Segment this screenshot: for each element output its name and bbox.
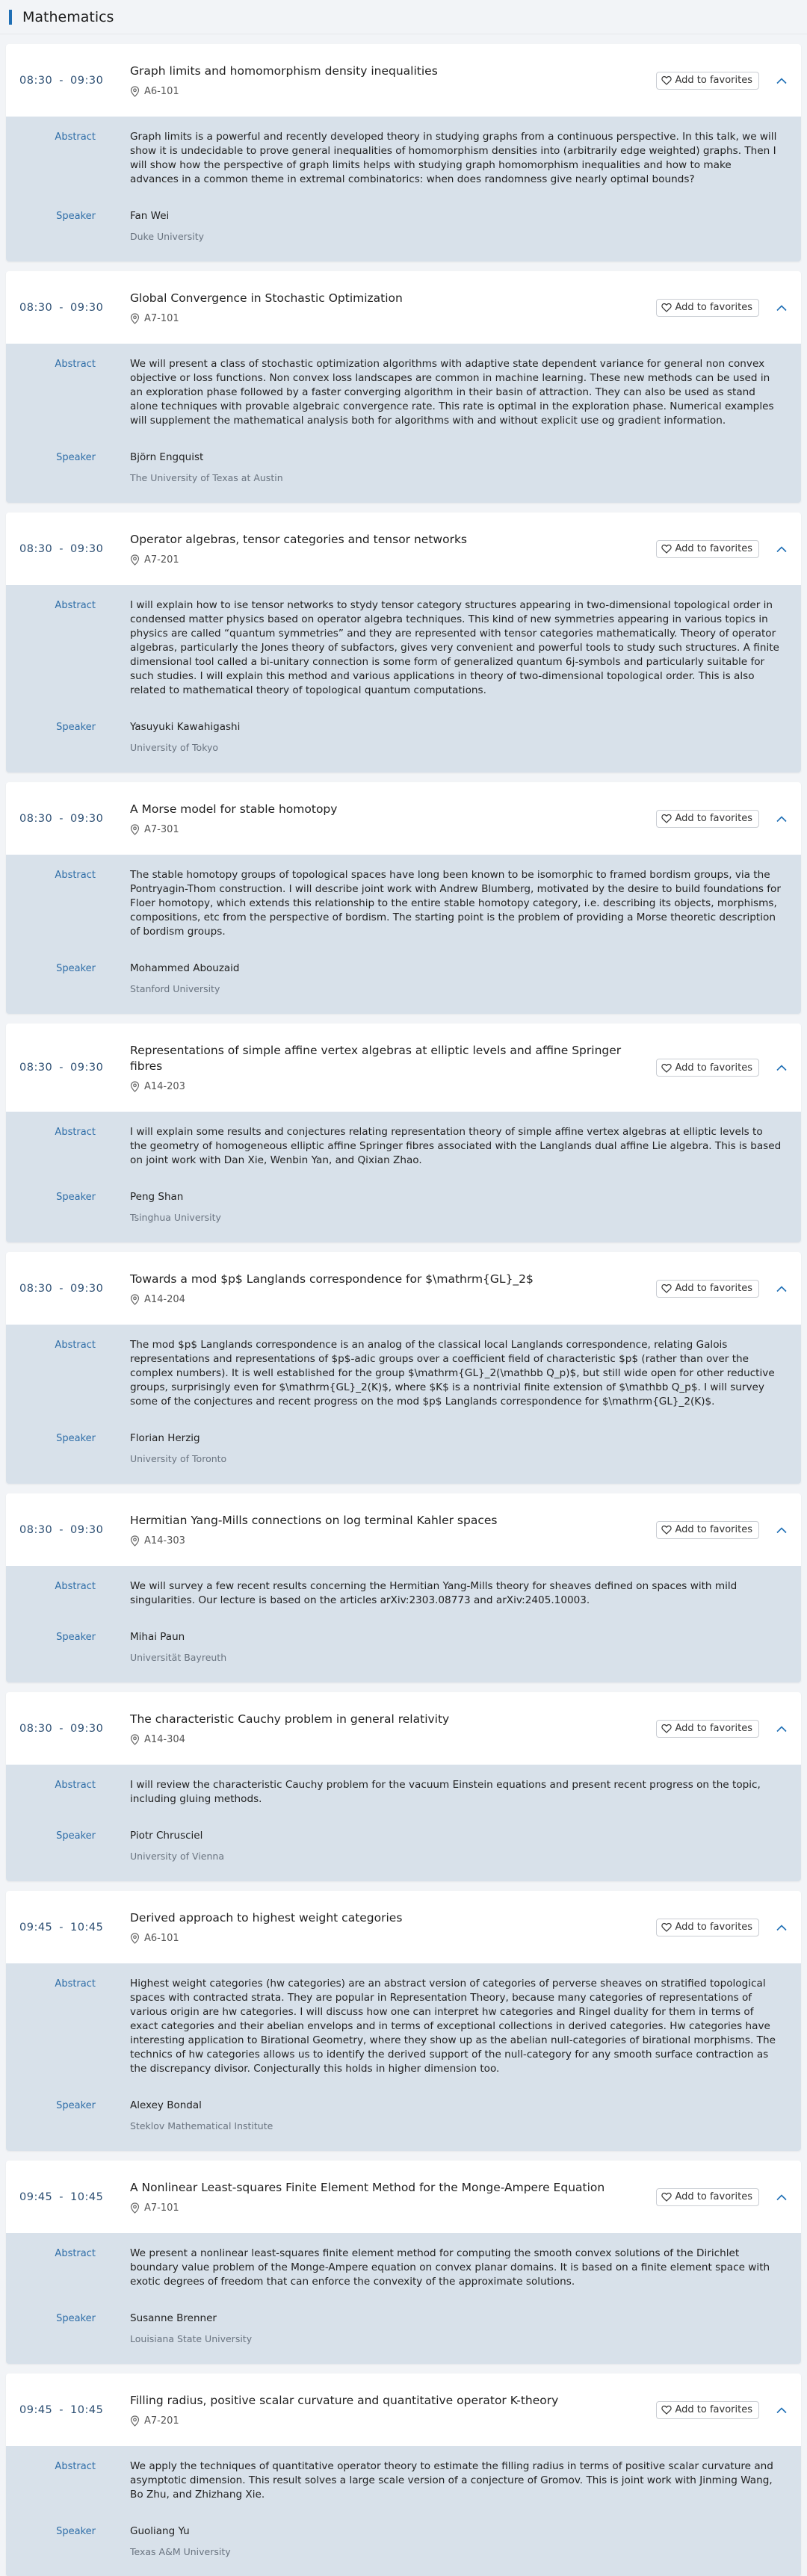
abstract-label: Abstract [55, 1780, 96, 1791]
speaker-affiliation: The University of Texas at Austin [130, 472, 283, 483]
talk-details [6, 585, 801, 773]
add-to-favorites-button[interactable] [656, 810, 760, 828]
chevron-up-icon[interactable] [776, 1285, 788, 1292]
abstract-row [6, 1125, 801, 1168]
talk-card [6, 782, 801, 1014]
end-time: 10:45 [70, 2190, 104, 2203]
favorite-label: Add to favorites [675, 813, 752, 824]
abstract-text: I will explain some results and conjectures relating representation theory of simple affine vertex algebras at elliptic levels to the geometry of homogeneous elliptic affine Springer fibres associated with the Langlands dual affine Lie algebra. This is based on joint work with Dan Xie, Wenbin Yan, and Qixian Zhao. [130, 1126, 782, 1166]
chevron-up-icon[interactable] [776, 815, 788, 823]
talk-actions [656, 2401, 788, 2419]
location-pin-icon [130, 86, 140, 97]
heart-icon [661, 544, 672, 554]
talk-actions [656, 299, 788, 317]
speaker-affiliation: Texas A&M University [130, 2546, 231, 2557]
speaker-affiliation: Duke University [130, 231, 205, 242]
talk-card [6, 1024, 801, 1242]
talk-title: The characteristic Cauchy problem in general relativity [130, 1712, 450, 1726]
chevron-up-icon[interactable] [776, 1924, 788, 1931]
chevron-up-icon[interactable] [776, 1725, 788, 1733]
speaker-label: Speaker [56, 963, 96, 974]
talk-title: Derived approach to highest weight categories [130, 1911, 403, 1925]
abstract-label: Abstract [55, 1127, 96, 1138]
talk-actions [656, 540, 788, 558]
speaker-label: Speaker [56, 1433, 96, 1444]
start-time: 09:45 [19, 2190, 53, 2203]
talk-time [6, 1723, 130, 1735]
speaker-row [6, 2099, 801, 2133]
speaker-info [130, 1630, 801, 1665]
speaker-affiliation: Louisiana State University [130, 2333, 253, 2344]
location-pin-icon [130, 1294, 140, 1305]
speaker-info [130, 2099, 801, 2133]
speaker-label: Speaker [56, 2100, 96, 2111]
talk-title: Filling radius, positive scalar curvature and quantitative operator K-theory [130, 2394, 559, 2407]
add-to-favorites-button[interactable] [656, 1521, 760, 1539]
abstract-row [6, 598, 801, 698]
favorite-label: Add to favorites [675, 1922, 752, 1933]
talk-location [130, 1535, 652, 1546]
add-to-favorites-button[interactable] [656, 1720, 760, 1738]
abstract-label: Abstract [55, 1340, 96, 1351]
abstract-label: Abstract [55, 2248, 96, 2259]
heart-icon [661, 1063, 672, 1073]
abstract-text: Highest weight categories (hw categories) are an abstract version of categories of perverse sheaves on stratified topological spaces with contracted strata. They are popular in Representation Theory, because many categories of representations of various origin are hw categories. I will discuss how one can interpret hw categories and Ringel duality for them in terms of exact categories and their abelian envelops and in terms of exceptional collections in derived categories. Hw categories have interesting application to Birational Geometry, where they show up as the abelian null-categories of birational morphisms. The technics of hw categories allows us to identify the derived support of the null-category for any smooth surface contraction as the discrepancy divisor. Conjecturally this holds in higher dimension too. [130, 1978, 776, 2075]
abstract-label: Abstract [55, 131, 96, 143]
talk-location [130, 1734, 652, 1745]
abstract-row [6, 130, 801, 187]
add-to-favorites-button[interactable] [656, 2188, 760, 2206]
talk-card [6, 1891, 801, 2151]
talk-details [6, 1112, 801, 1242]
favorite-label: Add to favorites [675, 1062, 752, 1074]
favorite-label: Add to favorites [675, 1283, 752, 1294]
speaker-label: Speaker [56, 2313, 96, 2324]
location-pin-icon [130, 554, 140, 566]
favorite-label: Add to favorites [675, 543, 752, 554]
chevron-up-icon[interactable] [776, 2406, 788, 2414]
end-time: 09:30 [70, 1282, 104, 1295]
talk-actions [656, 1720, 788, 1738]
speaker-name: Susanne Brenner [130, 2312, 217, 2324]
talk-details [6, 1325, 801, 1484]
talk-header[interactable] [6, 2161, 801, 2233]
talk-details [6, 1963, 801, 2151]
speaker-row [6, 1630, 801, 1665]
abstract-text: We apply the techniques of quantitative operator theory to estimate the filling radius in terms of positive scalar curvature and asymptotic dimension. This result solves a large scale version of a conjecture of Gromov. This is joint work with Jinming Wang, Bo Zhu, and Zhizhang Xie. [130, 2460, 773, 2501]
time-separator: - [59, 812, 64, 825]
heart-icon [661, 75, 672, 85]
speaker-info [130, 720, 801, 755]
talk-time [6, 1062, 130, 1074]
section-header [0, 0, 807, 34]
end-time: 09:30 [70, 301, 104, 314]
heart-icon [661, 1724, 672, 1733]
location-pin-icon [130, 1535, 140, 1546]
heart-icon [661, 2192, 672, 2202]
speaker-info [130, 209, 801, 244]
speaker-row [6, 720, 801, 755]
abstract-label: Abstract [55, 359, 96, 370]
talk-details [6, 2446, 801, 2576]
talk-header[interactable] [6, 1891, 801, 1963]
room-label: A14-303 [144, 1535, 185, 1546]
chevron-up-icon[interactable] [776, 1064, 788, 1071]
speaker-row [6, 962, 801, 996]
talk-title: Global Convergence in Stochastic Optimization [130, 291, 403, 305]
speaker-row [6, 1829, 801, 1863]
end-time: 10:45 [70, 1921, 104, 1933]
time-separator: - [59, 1722, 64, 1735]
favorite-label: Add to favorites [675, 75, 752, 86]
speaker-name: Alexey Bondal [130, 2099, 202, 2111]
heart-icon [661, 814, 672, 823]
speaker-label: Speaker [56, 211, 96, 222]
speaker-row [6, 2312, 801, 2346]
abstract-row [6, 2459, 801, 2502]
start-time: 08:30 [19, 812, 53, 825]
heart-icon [661, 303, 672, 312]
talk-actions [656, 1521, 788, 1539]
speaker-info [130, 451, 801, 485]
speaker-label: Speaker [56, 722, 96, 733]
chevron-up-icon[interactable] [776, 1526, 788, 1534]
talk-header[interactable] [6, 1692, 801, 1765]
talk-title: A Morse model for stable homotopy [130, 802, 338, 816]
end-time: 09:30 [70, 1062, 104, 1074]
abstract-label: Abstract [55, 600, 96, 611]
speaker-affiliation: Stanford University [130, 983, 220, 994]
talk-header[interactable] [6, 271, 801, 344]
talk-card [6, 271, 801, 503]
speaker-label: Speaker [56, 1830, 96, 1842]
chevron-up-icon[interactable] [776, 545, 788, 553]
start-time: 08:30 [19, 301, 53, 314]
speaker-label: Speaker [56, 1192, 96, 1203]
room-label: A7-201 [144, 554, 179, 566]
abstract-text: The mod $p$ Langlands correspondence is an analog of the classical local Langlands correspondence, relating Galois representations and representations of $p$-adic groups over a coefficient field of characteristic $p$ (rather than over the complex numbers). It is well established for the group $\mathrm{GL}_2(\mathbb Q_p)$, but still wide open for other reductive groups, surprisingly even for $\mathrm{GL}_2(K)$, where $K$ is a nontrivial finite extension of $\mathbb Q_p$. I will survey some of the conjectures and recent progress on the mod $p$ Langlands correspondence for $\mathrm{GL}_2(K)$. [130, 1339, 775, 1408]
talk-header[interactable] [6, 44, 801, 117]
talk-card [6, 2374, 801, 2576]
room-label: A14-204 [144, 1294, 185, 1305]
add-to-favorites-button[interactable] [656, 2401, 760, 2419]
speaker-row [6, 451, 801, 485]
time-separator: - [59, 542, 64, 555]
abstract-text: We will present a class of stochastic optimization algorithms with adaptive state dependent variance for general non convex objective or loss functions. Non convex loss landscapes are common in machine learning. These new methods can be used in an exploration phase followed by a faster converging algorithm in their basin of attraction. They can also be used as stand alone techniques with provable algebraic convergence rate. This rate is optimal in the exploration phase. Numerical examples will supplement the mathematical analysis both for algorithms with and without explicit use og gradient information. [130, 358, 774, 427]
talk-location [130, 1081, 652, 1092]
location-pin-icon [130, 2202, 140, 2214]
location-pin-icon [130, 1933, 140, 1944]
abstract-label: Abstract [55, 870, 96, 881]
speaker-row [6, 1190, 801, 1224]
start-time: 08:30 [19, 1722, 53, 1735]
abstract-row [6, 357, 801, 428]
speaker-row [6, 209, 801, 244]
start-time: 08:30 [19, 1282, 53, 1295]
speaker-row [6, 1431, 801, 1466]
add-to-favorites-button[interactable] [656, 1059, 760, 1077]
talk-location [130, 313, 652, 324]
room-label: A6-101 [144, 1933, 179, 1944]
heart-icon [661, 1284, 672, 1293]
speaker-info [130, 1190, 801, 1224]
abstract-text: Graph limits is a powerful and recently developed theory in studying graphs from a continuous perspective. In this talk, we will show it is undecidable to prove general inequalities of homomorphism densities into (arbitrarily edge weighted) graphs. Then I will show how the perspective of graph limits helps with studying graph homomorphism inequalities and how to make advances in a common theme in extremal combinatorics: when does randomness give nearly optimal bounds? [130, 131, 777, 185]
talk-header[interactable] [6, 1024, 801, 1112]
talk-time [6, 2191, 130, 2203]
talk-header[interactable] [6, 513, 801, 585]
chevron-up-icon[interactable] [776, 2193, 788, 2201]
abstract-text: I will explain how to ise tensor networks to stydy tensor category structures appearing in two-dimensional topological order in condensed matter physics based on operator algebra techniques. This kind of new symmetries appearing in various topics in physics are called “quantum symmetries” and they are represented with tensor categories mathematically. Theory of operator algebras, particularly the Jones theory of subfactors, gives very convenient and powerful tools to study such structures. A finite dimensional tool called a bi-unitary connection is some form of generalized quantum 6j-symbols and particularly suitable for such studies. I will explain this method and various applications in theory of two-dimensional topological order. This is also related to mathematical theory of topological quantum computations. [130, 599, 779, 696]
chevron-up-icon[interactable] [776, 77, 788, 84]
time-separator: - [59, 301, 64, 314]
abstract-label: Abstract [55, 1581, 96, 1592]
abstract-label: Abstract [55, 1978, 96, 1990]
speaker-label: Speaker [56, 2526, 96, 2537]
add-to-favorites-button[interactable] [656, 299, 760, 317]
talk-actions [656, 1919, 788, 1936]
end-time: 09:30 [70, 812, 104, 825]
talk-time [6, 1524, 130, 1536]
talk-title: Representations of simple affine vertex algebras at elliptic levels and affine Springer fibres [130, 1044, 622, 1073]
talk-time [6, 543, 130, 555]
talk-location [130, 1294, 652, 1305]
room-label: A7-201 [144, 2415, 179, 2427]
abstract-row [6, 1778, 801, 1806]
abstract-label: Abstract [55, 2461, 96, 2472]
talk-time [6, 1283, 130, 1295]
location-pin-icon [130, 2415, 140, 2427]
speaker-affiliation: Tsinghua University [130, 1212, 221, 1223]
talk-title: A Nonlinear Least-squares Finite Element Method for the Monge-Ampere Equation [130, 2181, 605, 2194]
speaker-name: Yasuyuki Kawahigashi [130, 721, 241, 733]
talk-card [6, 1252, 801, 1484]
start-time: 08:30 [19, 1062, 53, 1074]
start-time: 09:45 [19, 2403, 53, 2416]
start-time: 08:30 [19, 542, 53, 555]
start-time: 08:30 [19, 74, 53, 87]
speaker-name: Peng Shan [130, 1191, 184, 1203]
section-title: Mathematics [22, 8, 114, 25]
talk-header[interactable] [6, 782, 801, 855]
talk-time [6, 813, 130, 825]
talk-actions [656, 1059, 788, 1077]
talk-card [6, 1692, 801, 1881]
time-separator: - [59, 1062, 64, 1074]
talk-card [6, 513, 801, 773]
time-separator: - [59, 1523, 64, 1536]
speaker-affiliation: University of Toronto [130, 1453, 227, 1464]
talk-title: Operator algebras, tensor categories and tensor networks [130, 533, 467, 546]
abstract-row [6, 1579, 801, 1608]
add-to-favorites-button[interactable] [656, 1919, 760, 1936]
speaker-label: Speaker [56, 1632, 96, 1643]
section-accent-bar [9, 10, 12, 25]
abstract-row [6, 1338, 801, 1409]
talk-location [130, 1933, 652, 1944]
talk-location [130, 554, 652, 566]
talk-list [0, 44, 807, 2576]
room-label: A7-101 [144, 313, 179, 324]
talk-card [6, 44, 801, 261]
talk-card [6, 2161, 801, 2364]
location-pin-icon [130, 1081, 140, 1092]
start-time: 09:45 [19, 1921, 53, 1933]
add-to-favorites-button[interactable] [656, 72, 760, 90]
talk-card [6, 1493, 801, 1682]
add-to-favorites-button[interactable] [656, 540, 760, 558]
talk-details [6, 117, 801, 261]
speaker-info [130, 1431, 801, 1466]
talk-actions [656, 2188, 788, 2206]
time-separator: - [59, 1921, 64, 1933]
talk-actions [656, 810, 788, 828]
speaker-name: Mohammed Abouzaid [130, 962, 240, 974]
location-pin-icon [130, 1734, 140, 1745]
talk-location [130, 824, 652, 835]
room-label: A6-101 [144, 86, 179, 97]
room-label: A14-304 [144, 1734, 185, 1745]
end-time: 09:30 [70, 74, 104, 87]
speaker-name: Björn Engquist [130, 451, 204, 463]
room-label: A7-101 [144, 2202, 179, 2214]
favorite-label: Add to favorites [675, 1524, 752, 1535]
location-pin-icon [130, 824, 140, 835]
abstract-row [6, 868, 801, 939]
abstract-text: The stable homotopy groups of topological spaces have long been known to be isomorphic to framed bordism groups, via the Pontryagin-Thom construction. I will describe joint work with Andrew Blumberg, motivated by the desire to build foundations for Floer homotopy, which extends this relationship to the entire stable homotopy category, i.e. describing its objects, morphisms, compositions, etc from the perspective of bordism. The starting point is the problem of providing a Morse theoretic description of bordism groups. [130, 869, 781, 938]
end-time: 09:30 [70, 1523, 104, 1536]
speaker-name: Mihai Paun [130, 1631, 185, 1643]
talk-title: Hermitian Yang-Mills connections on log terminal Kahler spaces [130, 1514, 498, 1527]
talk-location [130, 86, 652, 97]
speaker-info [130, 1829, 801, 1863]
talk-header[interactable] [6, 2374, 801, 2446]
favorite-label: Add to favorites [675, 2191, 752, 2202]
favorite-label: Add to favorites [675, 2404, 752, 2415]
end-time: 09:30 [70, 542, 104, 555]
room-label: A7-301 [144, 824, 179, 835]
talk-time [6, 75, 130, 87]
talk-header[interactable] [6, 1493, 801, 1566]
speaker-name: Piotr Chrusciel [130, 1830, 203, 1842]
speaker-row [6, 2524, 801, 2559]
heart-icon [661, 1922, 672, 1932]
talk-actions [656, 72, 788, 90]
speaker-name: Guoliang Yu [130, 2525, 190, 2537]
talk-time [6, 302, 130, 314]
talk-location [130, 2415, 652, 2427]
room-label: A14-203 [144, 1081, 185, 1092]
time-separator: - [59, 2190, 64, 2203]
talk-time [6, 1922, 130, 1933]
talk-details [6, 855, 801, 1014]
talk-location [130, 2202, 652, 2214]
abstract-text: We will survey a few recent results concerning the Hermitian Yang-Mills theory for sheaves defined on spaces with mild singularities. Our lecture is based on the articles arXiv:2303.08773 and arXiv:2405.10003. [130, 1580, 738, 1606]
speaker-name: Fan Wei [130, 210, 170, 222]
time-separator: - [59, 2403, 64, 2416]
speaker-name: Florian Herzig [130, 1432, 200, 1444]
speaker-label: Speaker [56, 452, 96, 463]
add-to-favorites-button[interactable] [656, 1280, 760, 1298]
heart-icon [661, 1525, 672, 1535]
favorite-label: Add to favorites [675, 1723, 752, 1734]
time-separator: - [59, 1282, 64, 1295]
speaker-affiliation: University of Tokyo [130, 742, 219, 753]
talk-details [6, 344, 801, 503]
location-pin-icon [130, 313, 140, 324]
speaker-affiliation: University of Vienna [130, 1851, 224, 1862]
talk-title: Towards a mod $p$ Langlands correspondence for $\mathrm{GL}_2$ [130, 1272, 534, 1286]
favorite-label: Add to favorites [675, 302, 752, 313]
talk-header[interactable] [6, 1252, 801, 1325]
abstract-text: I will review the characteristic Cauchy problem for the vacuum Einstein equations and present recent progress on the topic, including gluing methods. [130, 1779, 761, 1805]
end-time: 09:30 [70, 1722, 104, 1735]
talk-details [6, 1765, 801, 1881]
speaker-info [130, 2524, 801, 2559]
talk-details [6, 1566, 801, 1682]
start-time: 08:30 [19, 1523, 53, 1536]
abstract-text: We present a nonlinear least-squares finite element method for computing the smooth convex solutions of the Dirichlet boundary value problem of the Monge-Ampere equation on convex planar domains. It is based on a finite element space with exotic degrees of freedom that can enforce the convexity of the approximate solutions. [130, 2247, 770, 2288]
chevron-up-icon[interactable] [776, 304, 788, 312]
abstract-row [6, 2247, 801, 2289]
time-separator: - [59, 74, 64, 87]
speaker-affiliation: Universität Bayreuth [130, 1652, 227, 1663]
abstract-row [6, 1977, 801, 2076]
talk-details [6, 2233, 801, 2364]
talk-actions [656, 1280, 788, 1298]
speaker-info [130, 962, 801, 996]
talk-time [6, 2404, 130, 2416]
speaker-affiliation: Steklov Mathematical Institute [130, 2120, 273, 2131]
speaker-info [130, 2312, 801, 2346]
end-time: 10:45 [70, 2403, 104, 2416]
heart-icon [661, 2405, 672, 2415]
talk-title: Graph limits and homomorphism density inequalities [130, 64, 438, 78]
